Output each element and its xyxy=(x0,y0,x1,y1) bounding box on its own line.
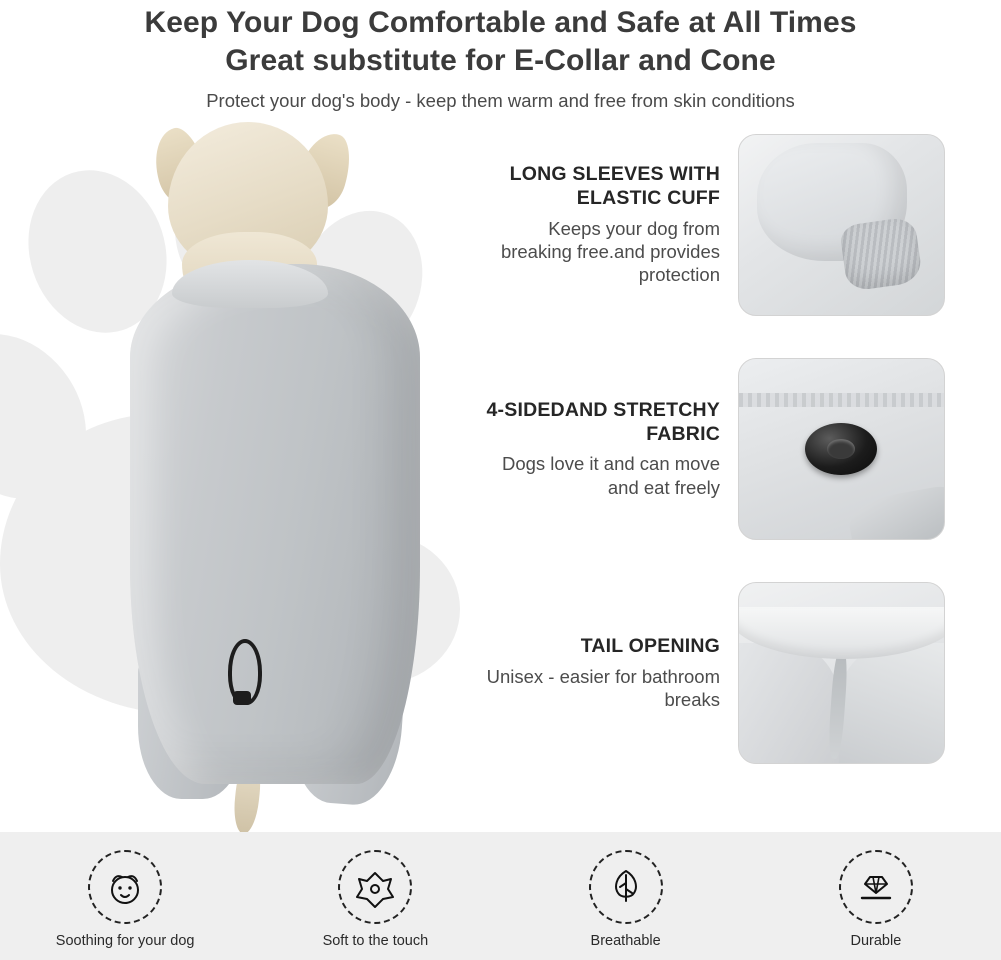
benefit-badge-bar xyxy=(0,832,1001,960)
snap-button-center xyxy=(827,439,855,459)
badge-soft xyxy=(250,832,500,960)
feature-description: Dogs love it and can move and eat freely xyxy=(501,453,720,498)
feature-text xyxy=(480,163,738,286)
cotton-flower-icon xyxy=(338,850,412,924)
badge-label: Soothing for your dog xyxy=(55,932,195,949)
feature-title: LONG SLEEVES WITH ELASTIC CUFF xyxy=(509,163,720,210)
main-content xyxy=(0,114,1001,814)
hero-dog-photo xyxy=(60,114,480,814)
feature-list xyxy=(480,124,990,796)
page-title xyxy=(0,4,1001,81)
badge-breathable xyxy=(501,832,751,960)
fabric-fold xyxy=(845,484,945,540)
feature-item-fabric xyxy=(480,348,990,550)
elastic-cuff-shape xyxy=(839,216,923,292)
diamond-durable-icon xyxy=(839,850,913,924)
badge-label: Durable xyxy=(850,932,902,949)
headline-line-2: Great substitute for E-Collar and Cone xyxy=(225,44,776,78)
drawcord-toggle-icon xyxy=(228,639,262,705)
headline-line-1: Keep Your Dog Comfortable and Safe at All Times xyxy=(144,6,857,39)
feature-description: Unisex - easier for bathroom breaks xyxy=(486,665,720,710)
recovery-suit-body xyxy=(130,264,420,784)
feature-photo-snap-button xyxy=(738,358,945,540)
badge-durable xyxy=(751,832,1001,960)
badge-label: Breathable xyxy=(590,932,661,949)
dog-face-icon xyxy=(88,850,162,924)
feature-description: Keeps your dog from breaking free.and provides protection xyxy=(500,217,720,286)
fabric-panel-right xyxy=(839,643,945,764)
subheadline: Protect your dog's body - keep them warm and free from skin conditions xyxy=(206,89,795,111)
feature-title: 4-SIDEDAND STRETCHY FABRIC xyxy=(486,398,720,445)
feature-text xyxy=(480,635,738,711)
feature-title: TAIL OPENING xyxy=(580,634,720,657)
feature-photo-tail-opening xyxy=(738,582,945,764)
stitching-seam xyxy=(739,393,944,407)
feature-text xyxy=(480,399,738,499)
badge-label: Soft to the touch xyxy=(322,932,429,949)
feature-item-tail-opening xyxy=(480,572,990,774)
badge-soothing xyxy=(0,832,250,960)
header xyxy=(0,0,1001,114)
feature-item-sleeves xyxy=(480,124,990,326)
feature-photo-sleeve-cuff xyxy=(738,134,945,316)
fabric-panel-left xyxy=(738,643,839,764)
breathable-leaf-icon xyxy=(589,850,663,924)
